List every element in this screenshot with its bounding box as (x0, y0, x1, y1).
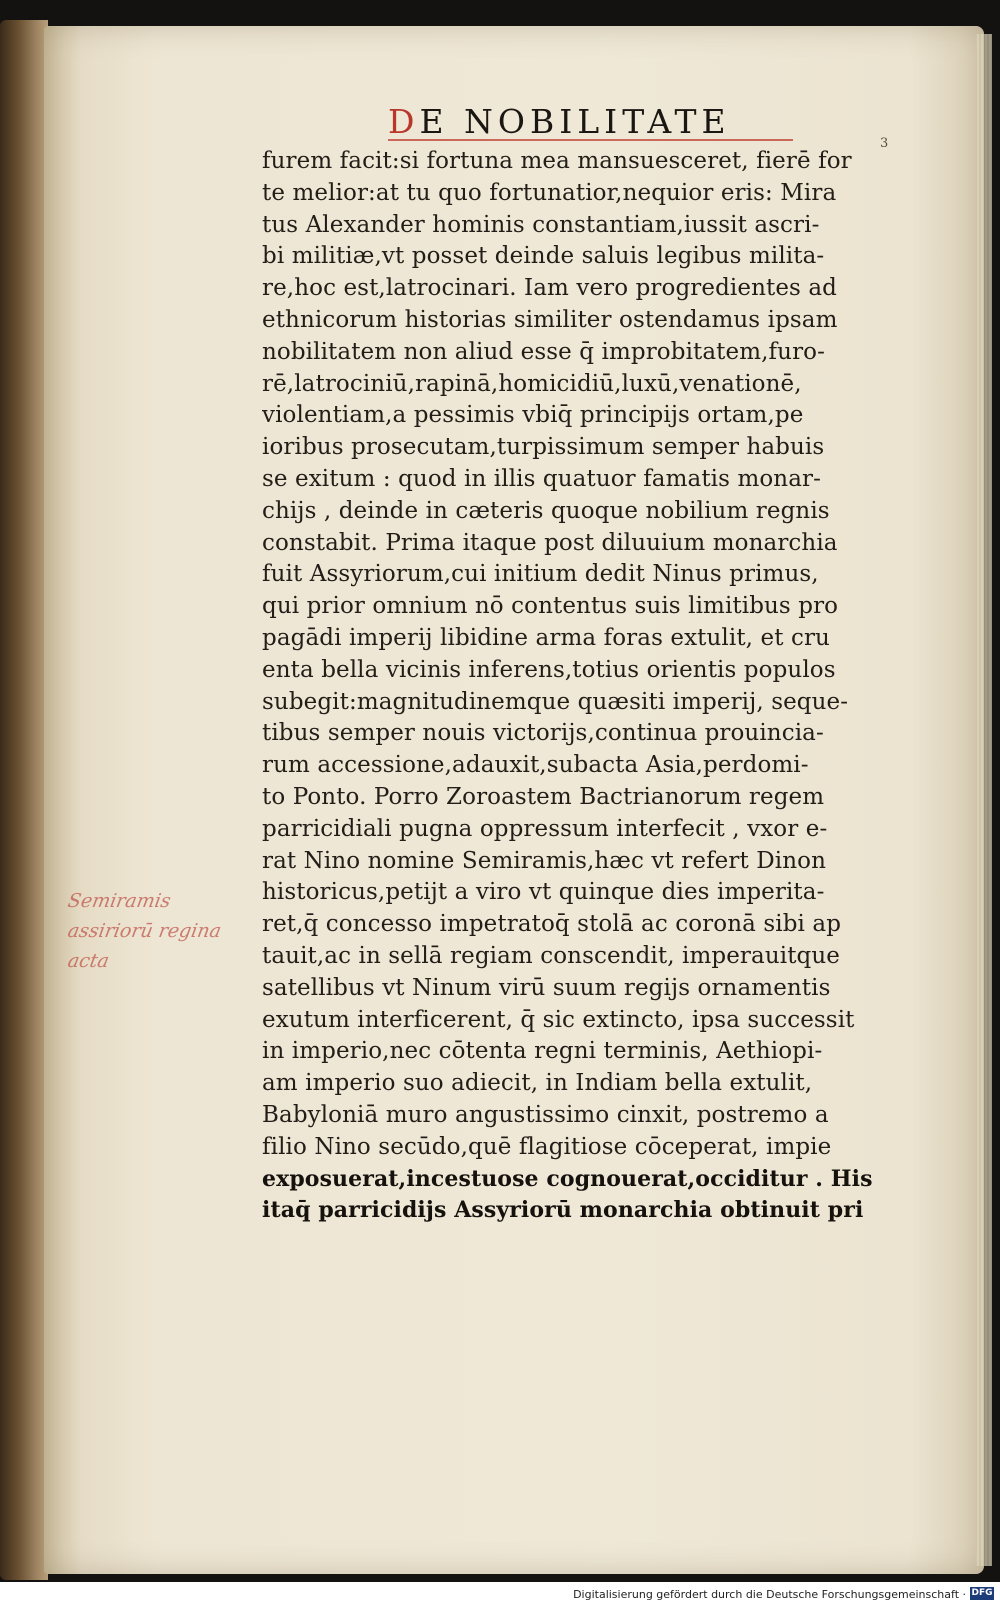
dfg-logo: DFG (971, 1588, 993, 1598)
text-line: tibus semper nouis victorijs,continua prouincia- (262, 720, 824, 747)
text-line: furem facit:si fortuna mea mansuesceret, fierē for (262, 148, 852, 174)
text-line: nobilitatem non aliud esse q̄ improbitatem,furo- (262, 338, 825, 365)
text-line: itaq̄ parricidijs Assyriorū monarchia obtinuit pri (262, 1197, 864, 1224)
text-line: qui prior omnium nō contentus suis limitibus pro (262, 593, 839, 620)
text-line: chijs , deinde in cæteris quoque nobilium regnis (262, 497, 830, 524)
text-line: filio Nino secūdo,quē flagitiose cōceperat, impie (262, 1133, 832, 1160)
main-text-block (262, 146, 952, 1227)
text-line: ethnicorum historias similiter ostendamus ipsam (262, 306, 838, 333)
running-head-text: E NOBILITATE (419, 102, 731, 141)
text-line: subegit:magnitudinemque quæsiti imperij, seque- (262, 688, 849, 715)
text-line: rum accessione,adauxit,subacta Asia,perdomi- (262, 752, 809, 779)
running-head-initial: D (388, 102, 420, 141)
text-line: Babyloniā muro angustissimo cinxit, postremo a (262, 1101, 829, 1128)
marginal-note-line: acta (66, 950, 111, 972)
text-line: ioribus prosecutam,turpissimum semper habuis (262, 434, 825, 461)
text-line: tus Alexander hominis constantiam,iussit ascri- (262, 211, 820, 238)
text-line: parricidiali pugna oppressum interfecit , vxor e- (262, 815, 828, 842)
text-line: ret,q̄ concesso impetratoq̄ stolā ac coronā sibi ap (262, 911, 842, 938)
book-spine (0, 20, 48, 1580)
text-line: am imperio suo adiecit, in Indiam bella extulit, (262, 1070, 813, 1097)
folio-mark: 3 (880, 136, 889, 151)
text-line: satellibus vt Ninum virū suum regijs ornamentis (262, 974, 831, 1001)
text-line: historicus,petijt a viro vt quinque dies imperita- (262, 879, 825, 906)
marginal-note (68, 886, 268, 976)
text-line: re,hoc est,latrocinari. Iam vero progredientes ad (262, 275, 838, 302)
text-line: exposuerat,incestuose cognouerat,occiditur . His (262, 1165, 873, 1192)
text-line: te melior:at tu quo fortunatior,nequior eris: Mira (262, 179, 837, 206)
text-line: enta bella vicinis inferens,totius orientis populos (262, 656, 836, 683)
text-line: exutum interficerent, q̄ sic extincto, ipsa successit (262, 1006, 855, 1033)
digitization-credit: Digitalisierung gefördert durch die Deutsche Forschungsgemeinschaft · (573, 1588, 966, 1601)
marginal-note-line: assiriorū regina (66, 920, 223, 942)
page-edges (976, 34, 992, 1566)
text-line: constabit. Prima itaque post diluuium monarchia (262, 529, 838, 556)
text-line: bi militiæ,vt posset deinde saluis legibus milita- (262, 243, 825, 270)
running-head (388, 102, 798, 144)
text-line: pagādi imperij libidine arma foras extulit, et cru (262, 624, 830, 651)
text-line: se exitum : quod in illis quatuor famatis monar- (262, 465, 822, 492)
text-line: rē,latrociniū,rapinā,homicidiū,luxū,venationē, (262, 370, 802, 397)
text-line: tauit,ac in sellā regiam conscendit, imperauitque (262, 942, 840, 969)
text-line: violentiam,a pessimis vbiq̄ principijs ortam,pe (262, 402, 804, 429)
text-line: to Ponto. Porro Zoroastem Bactrianorum regem (262, 783, 825, 810)
text-line: fuit Assyriorum,cui initium dedit Ninus primus, (262, 561, 819, 588)
text-line: rat Nino nomine Semiramis,hæc vt refert Dinon (262, 847, 827, 874)
marginal-note-line: Semiramis (66, 890, 173, 912)
running-head-underline (388, 139, 793, 141)
text-line: in imperio,nec cōtenta regni terminis, Aethiopi- (262, 1038, 823, 1065)
